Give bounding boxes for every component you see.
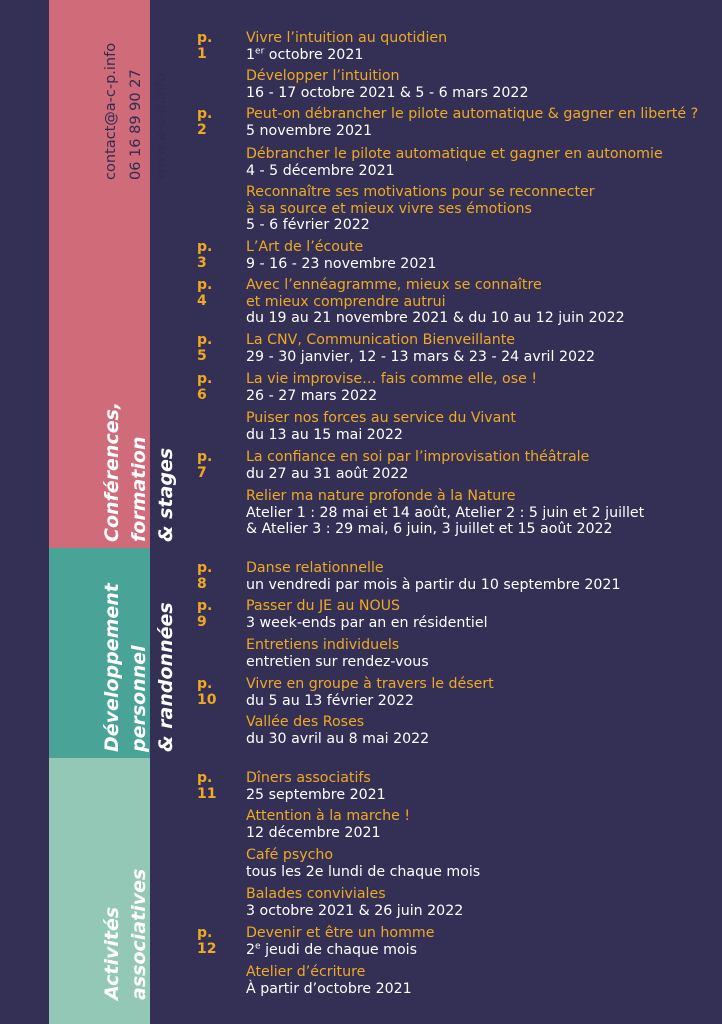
contact-email[interactable]: contact@a-c-p.info bbox=[103, 42, 119, 180]
page-number: p. 1 bbox=[197, 30, 213, 62]
section-title-line: personnel bbox=[128, 645, 150, 752]
entry-date: du 19 au 21 novembre 2021 & du 10 au 12 juin 2022 bbox=[246, 310, 625, 326]
entry-date: 29 - 30 janvier, 12 - 13 mars & 23 - 24 avril 2022 bbox=[246, 348, 596, 365]
entry-date: du 13 au 15 mai 2022 bbox=[246, 426, 403, 443]
entry-title[interactable]: Attention à la marche ! bbox=[246, 808, 411, 824]
entry-title[interactable]: Vivre en groupe à travers le désert bbox=[246, 676, 494, 692]
entry-title[interactable]: Vallée des Roses bbox=[246, 714, 365, 730]
entry-title[interactable]: Balades conviviales bbox=[246, 886, 386, 902]
entry-title[interactable]: Devenir et être un homme bbox=[246, 925, 435, 941]
entry-title[interactable]: Avec l’ennéagramme, mieux se connaître bbox=[246, 277, 542, 293]
entry-date: 9 - 16 - 23 novembre 2021 bbox=[246, 255, 437, 272]
contact-website[interactable]: www.a-c-p.info bbox=[153, 72, 169, 180]
entry-date: 5 novembre 2021 bbox=[246, 122, 373, 139]
entry-title[interactable]: Reconnaître ses motivations pour se reconnecter bbox=[246, 184, 595, 200]
entry-date: du 30 avril au 8 mai 2022 bbox=[246, 730, 430, 747]
section-title-line: associatives bbox=[128, 868, 150, 1000]
page-number: p. 7 bbox=[197, 449, 213, 481]
entry-title[interactable]: L’Art de l’écoute bbox=[246, 239, 364, 255]
page-number: p. 5 bbox=[197, 332, 213, 364]
entry-title[interactable]: La vie improvise… fais comme elle, ose ! bbox=[246, 371, 538, 387]
entry-date: 26 - 27 mars 2022 bbox=[246, 387, 378, 404]
entry-title[interactable]: Développer l’intuition bbox=[246, 68, 400, 84]
entry-title[interactable]: Débrancher le pilote automatique et gagner en autonomie bbox=[246, 146, 663, 162]
entry-title[interactable]: Danse relationnelle bbox=[246, 560, 384, 576]
section-title-developpement bbox=[99, 583, 180, 752]
entry-title[interactable]: La confiance en soi par l’improvisation théâtrale bbox=[246, 449, 590, 465]
section-title-line: & stages bbox=[155, 447, 177, 542]
page-number: p. 2 bbox=[197, 106, 213, 138]
entry-date: 1er octobre 2021 bbox=[246, 45, 364, 63]
page-number: p. 3 bbox=[197, 239, 213, 271]
entry-date: un vendredi par mois à partir du 10 septembre 2021 bbox=[246, 576, 621, 593]
contact-phone[interactable]: 06 16 89 90 27 bbox=[128, 69, 144, 180]
section-title-conferences bbox=[99, 402, 180, 542]
entry-date: 25 septembre 2021 bbox=[246, 786, 386, 803]
entry-title[interactable]: La CNV, Communication Bienveillante bbox=[246, 332, 516, 348]
entry-date: 3 week-ends par an en résidentiel bbox=[246, 614, 488, 631]
page-number: p. 8 bbox=[197, 560, 213, 592]
entry-title[interactable]: Atelier d’écriture bbox=[246, 964, 366, 980]
entry-date: du 27 au 31 août 2022 bbox=[246, 465, 409, 482]
section-title-line: Développement bbox=[101, 583, 123, 752]
entry-title[interactable]: Dîners associatifs bbox=[246, 770, 371, 786]
entry-date: À partir d’octobre 2021 bbox=[246, 980, 412, 997]
entry-title[interactable]: Relier ma nature profonde à la Nature bbox=[246, 488, 516, 504]
entry-date: du 5 au 13 février 2022 bbox=[246, 692, 414, 709]
entry-date: & Atelier 3 : 29 mai, 6 juin, 3 juillet et 15 août 2022 bbox=[246, 521, 613, 537]
page-number: p. 12 bbox=[197, 925, 217, 957]
entry-title[interactable]: Peut-on débrancher le pilote automatique & gagner en liberté ? bbox=[246, 106, 699, 122]
entry-date: entretien sur rendez-vous bbox=[246, 653, 429, 670]
section-title-activites bbox=[99, 869, 153, 1000]
entry-title[interactable]: Vivre l’intuition au quotidien bbox=[246, 30, 448, 46]
entry-date: 12 décembre 2021 bbox=[246, 824, 381, 841]
entry-title[interactable]: Entretiens individuels bbox=[246, 637, 400, 653]
entry-date: 16 - 17 octobre 2021 & 5 - 6 mars 2022 bbox=[246, 84, 529, 101]
section-title-line: Conférences, bbox=[101, 401, 123, 542]
page-number: p. 4 bbox=[197, 277, 213, 309]
entry-title[interactable]: et mieux comprendre autrui bbox=[246, 293, 446, 310]
entry-date: 5 - 6 février 2022 bbox=[246, 217, 370, 233]
page-number: p. 11 bbox=[197, 770, 217, 802]
entry-title[interactable]: Puiser nos forces au service du Vivant bbox=[246, 410, 516, 426]
section-title-line: formation bbox=[128, 436, 150, 542]
entry-date: 2e jeudi de chaque mois bbox=[246, 940, 418, 958]
contact-block bbox=[99, 43, 174, 180]
entry-date: Atelier 1 : 28 mai et 14 août, Atelier 2 : 5 juin et 2 juillet bbox=[246, 504, 645, 521]
entry-date: 3 octobre 2021 & 26 juin 2022 bbox=[246, 902, 464, 919]
section-title-line: & randonnées bbox=[155, 602, 177, 752]
entry-date: tous les 2e lundi de chaque mois bbox=[246, 863, 481, 880]
entry-title[interactable]: à sa source et mieux vivre ses émotions bbox=[246, 200, 532, 217]
entry-title[interactable]: Passer du JE au NOUS bbox=[246, 598, 400, 614]
entry-date: 4 - 5 décembre 2021 bbox=[246, 162, 395, 179]
page-number: p. 9 bbox=[197, 598, 213, 630]
section-title-line: Activités bbox=[101, 906, 123, 1000]
page-number: p. 6 bbox=[197, 371, 213, 403]
page-number: p. 10 bbox=[197, 676, 217, 708]
entry-title[interactable]: Café psycho bbox=[246, 847, 334, 863]
